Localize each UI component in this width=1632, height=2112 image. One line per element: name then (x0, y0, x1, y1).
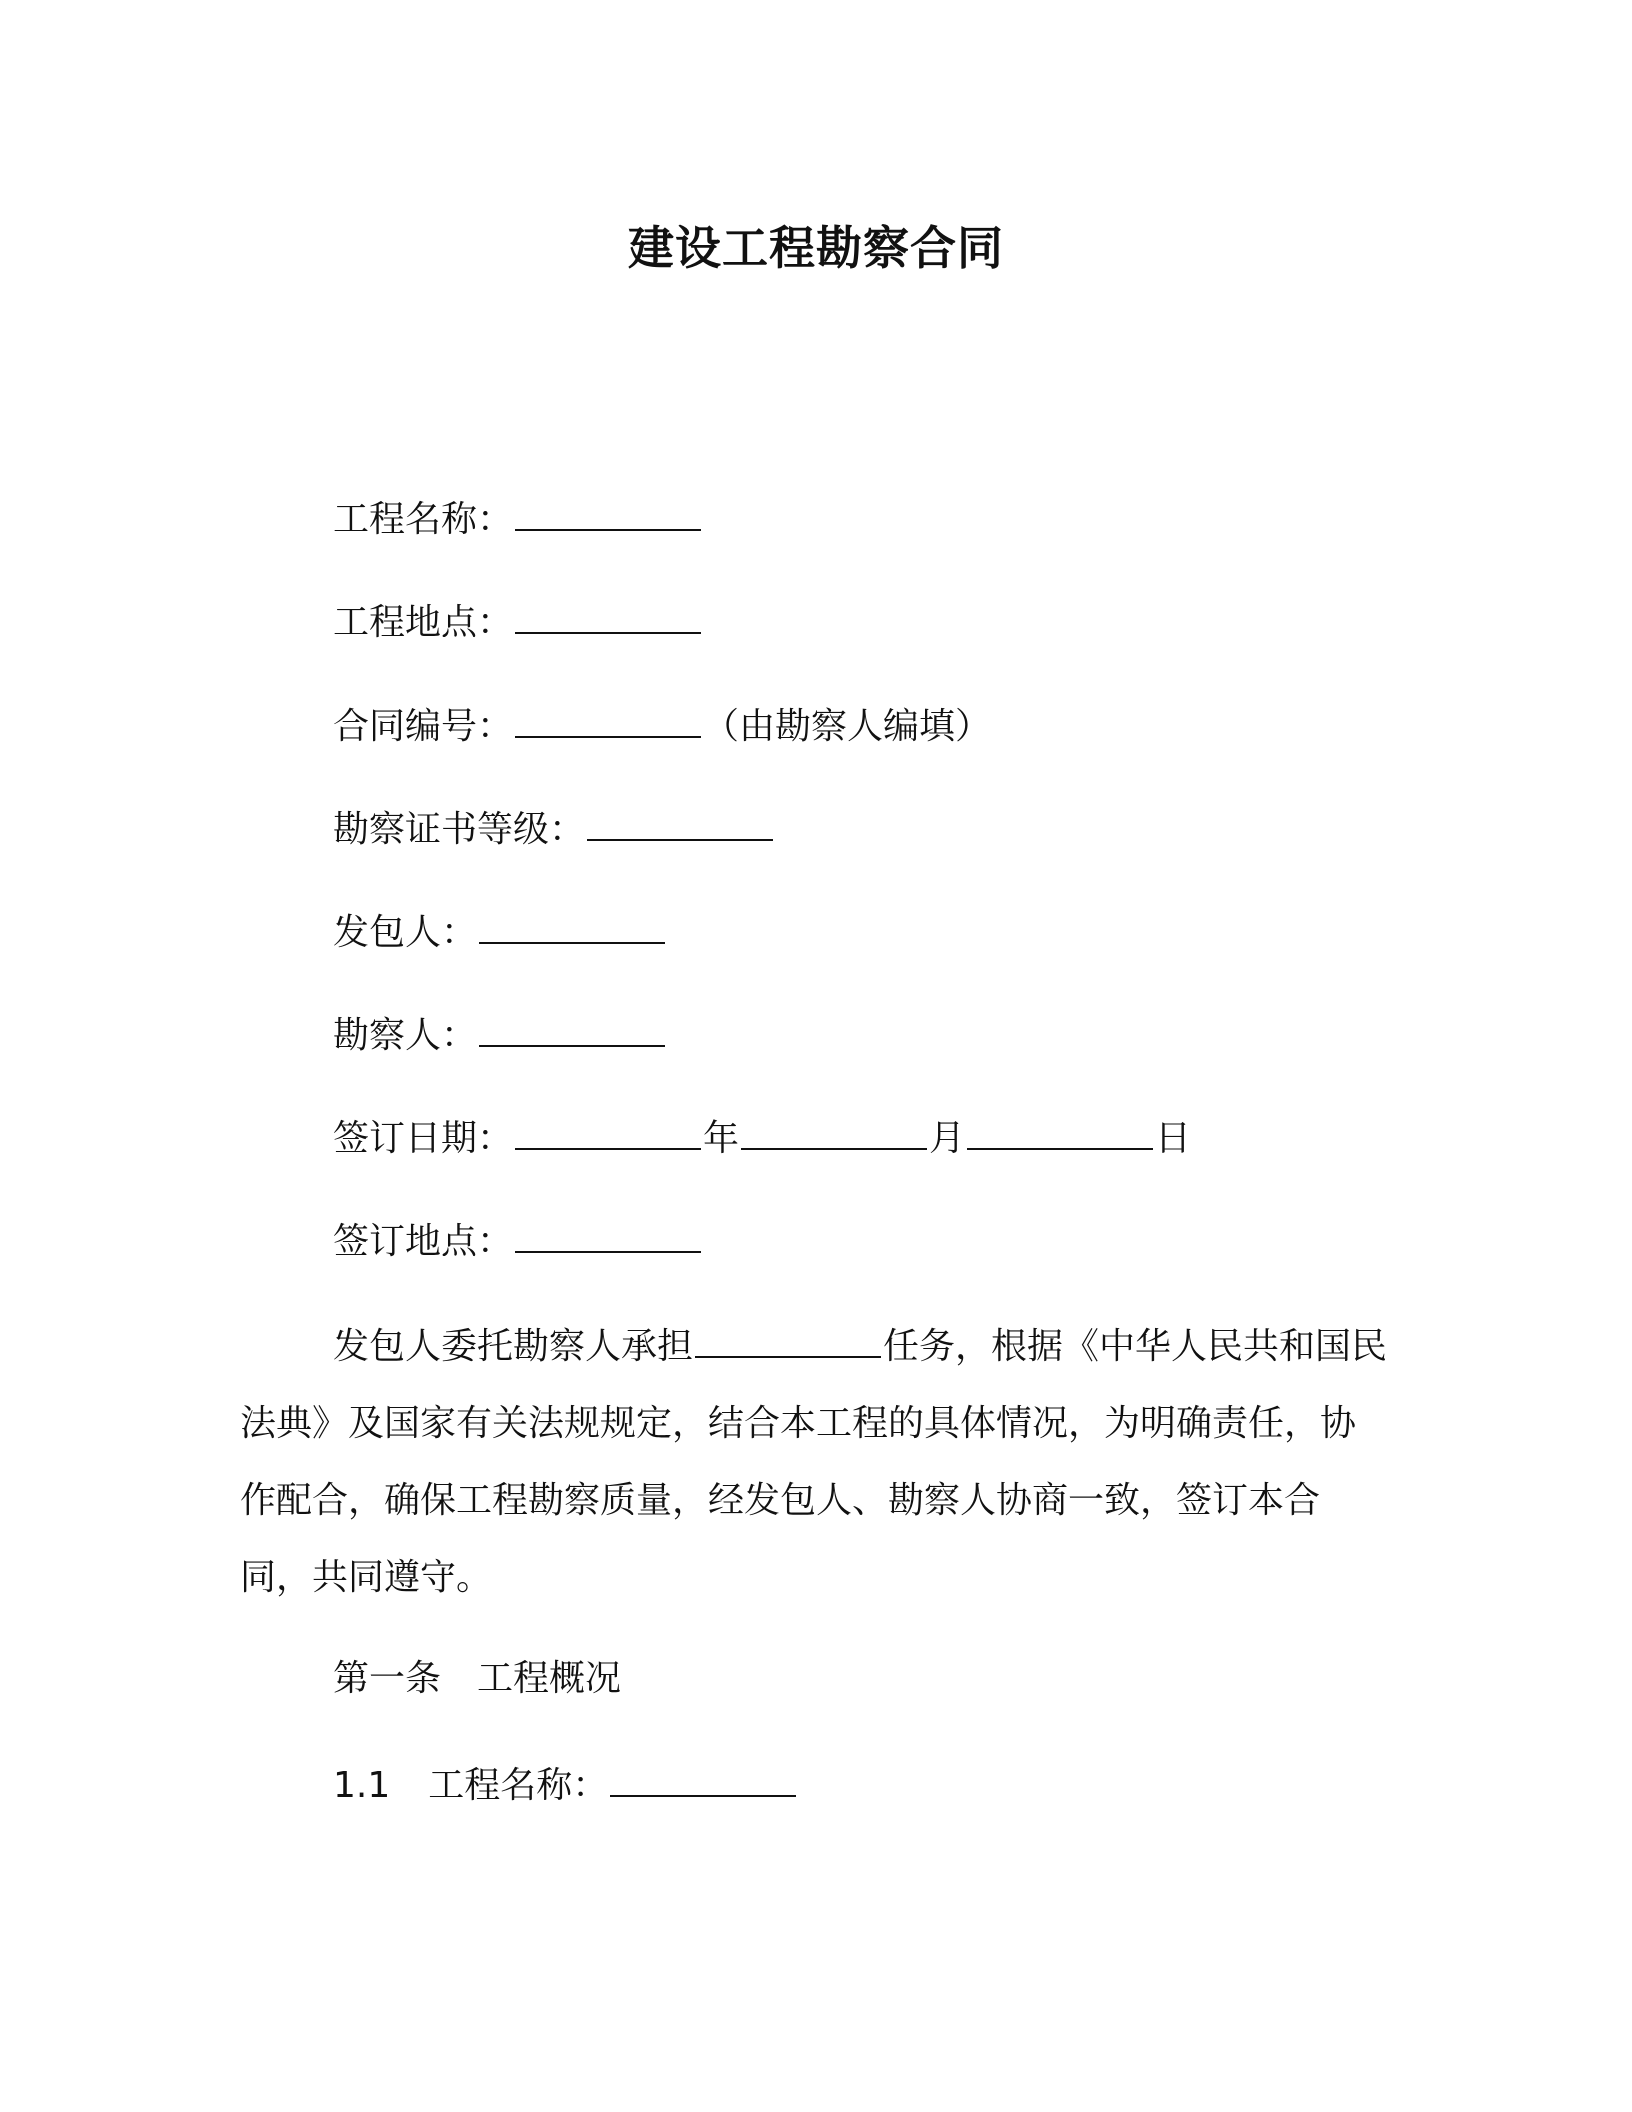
preamble-part1: 发包人委托勘察人承担 (333, 1326, 694, 1367)
clause-number: 1.1 (333, 1765, 391, 1806)
field-project-name (333, 496, 703, 544)
preamble-paragraph (240, 1308, 1390, 1616)
month-char: 月 (929, 1118, 966, 1159)
blank-line (695, 1326, 881, 1358)
field-label: 发包人： (333, 912, 478, 953)
blank-line (479, 912, 665, 944)
field-certificate-level (333, 806, 775, 854)
field-project-location (333, 599, 703, 647)
field-label: 工程名称： (428, 1765, 609, 1806)
blank-line (587, 809, 773, 841)
article-1-heading: 第一条 工程概况 (333, 1658, 622, 1699)
field-employer (333, 909, 667, 957)
field-label: 勘察人： (333, 1015, 478, 1056)
field-signing-place (333, 1218, 703, 1266)
field-signing-date (333, 1115, 1191, 1163)
document-title: 建设工程勘察合同 (628, 221, 1004, 275)
blank-line (515, 706, 701, 738)
field-contract-number (333, 703, 991, 751)
field-label: 工程地点： (333, 602, 514, 643)
field-label: 签订日期： (333, 1118, 514, 1159)
preamble-part2: 任务，根据《中华人民共和国民法典》及国家有关法规规定，结合本工程的具体情况，为明确责任，协作配合，确保工程勘察质量，经发包人、勘察人协商一致，签订本合同，共同遵守。 (240, 1326, 1388, 1598)
blank-day (967, 1118, 1153, 1150)
clause-1-1 (333, 1762, 798, 1810)
blank-year (515, 1118, 701, 1150)
year-char: 年 (703, 1118, 740, 1159)
field-label: 勘察证书等级： (333, 809, 586, 850)
field-label: 签订地点： (333, 1221, 514, 1262)
field-label: 合同编号： (333, 706, 514, 747)
blank-line (479, 1015, 665, 1047)
field-note: （由勘察人编填） (703, 706, 992, 747)
blank-line (515, 1221, 701, 1253)
field-surveyor (333, 1012, 667, 1060)
day-char: 日 (1155, 1118, 1192, 1159)
blank-month (741, 1118, 927, 1150)
field-label: 工程名称： (333, 499, 514, 540)
blank-line (610, 1765, 796, 1797)
blank-line (515, 602, 701, 634)
blank-line (515, 499, 701, 531)
